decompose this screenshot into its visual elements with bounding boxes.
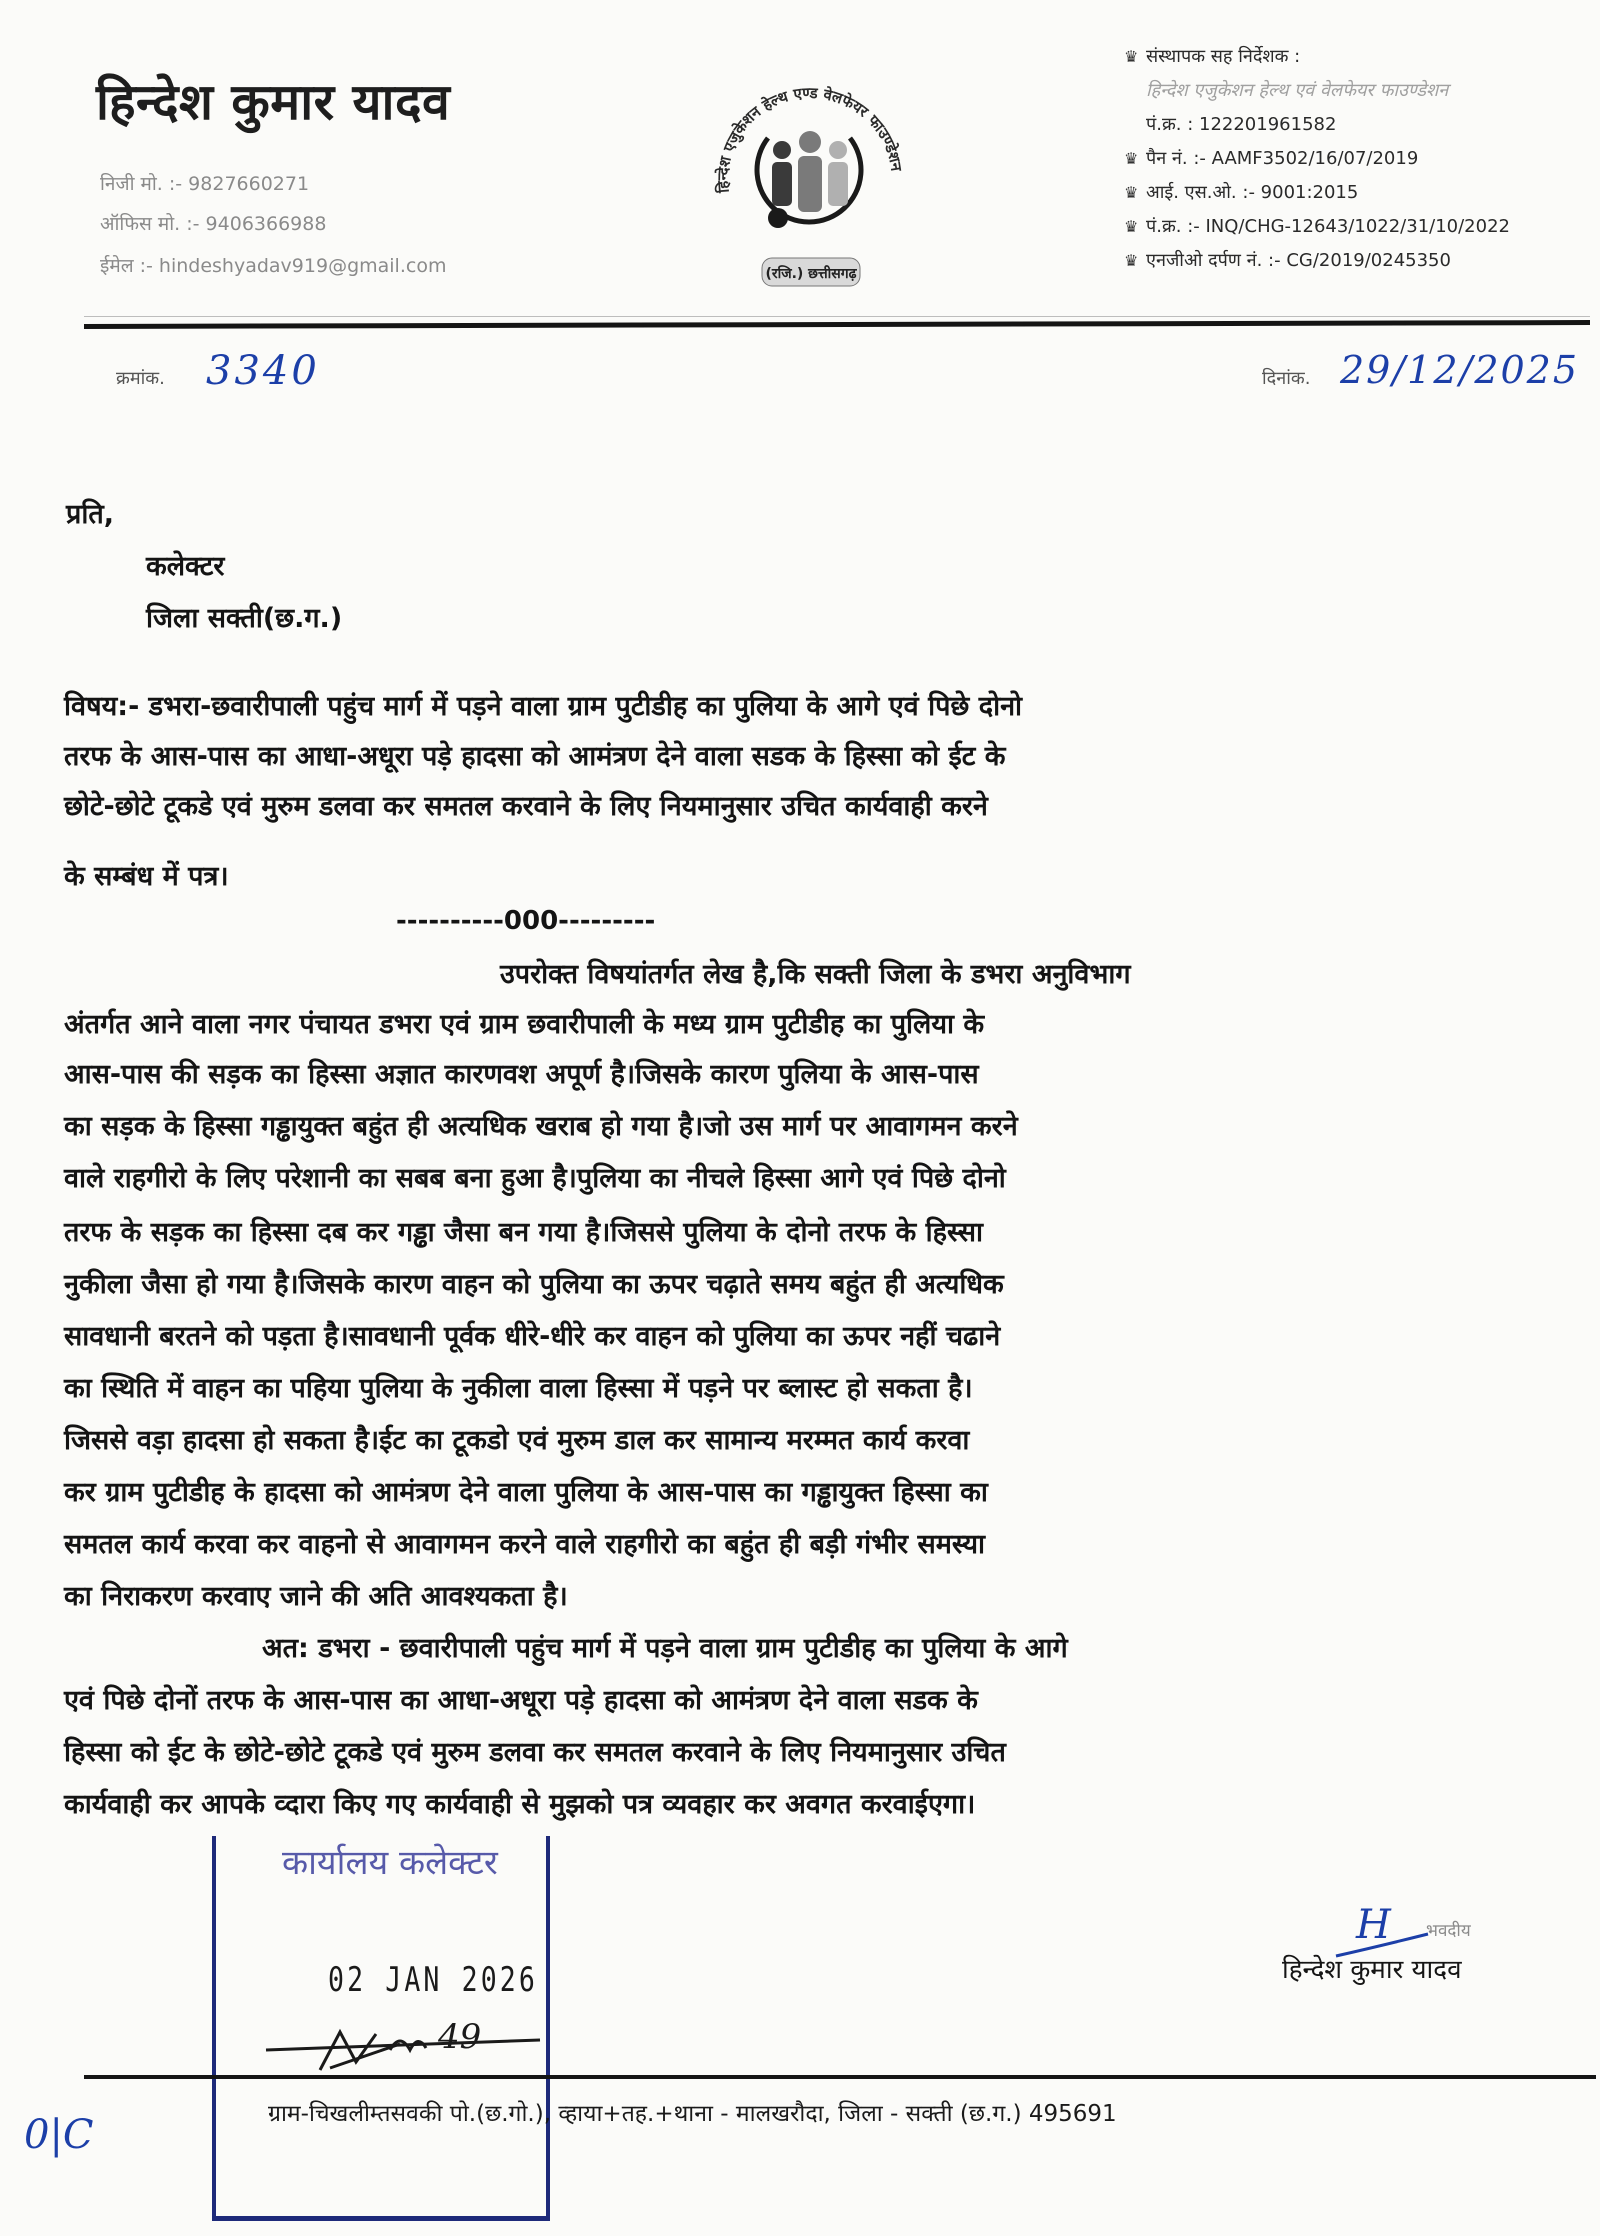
body-line: अंतर्गत आने वाला नगर पंचायत डभरा एवं ग्राम छवारीपाली के मध्य ग्राम पुटीडीह का पुलिया के: [64, 1009, 985, 1040]
subject-line: तरफ के आस-पास का आधा-अधूरा पड़े हादसा को आमंत्रण देने वाला सडक के हिस्सा को ईट के: [64, 741, 1006, 772]
iso-row: ♛ आई. एस.ओ. :- 9001:2015: [1124, 176, 1594, 210]
closing-regards: भवदीय: [1426, 1921, 1471, 1941]
stamp-office-name: कार्यालय कलेक्टर: [282, 1843, 498, 1883]
addressee-district: जिला सक्ती(छ.ग.): [146, 603, 343, 634]
email-address: ईमेल :- hindeshyadav919@gmail.com: [100, 255, 447, 277]
body-line: आस-पास की सड़क का हिस्सा अज्ञात कारणवश अपूर्ण है।जिसके कारण पुलिया के आस-पास: [64, 1059, 979, 1090]
foundation-logo: [700, 68, 920, 298]
logo-ring-text: हिन्देश एजुकेशन हेल्थ एण्ड वेलफेयर फाउण्डेशन: [713, 83, 906, 194]
request-line: कार्यवाही कर आपके व्दारा किए गए कार्यवाही से मुझको पत्र व्यवहार कर अवगत करवाईएगा।: [64, 1789, 976, 1820]
handwritten-margin-note: 0|C: [24, 2112, 94, 2158]
body-line: समतल कार्य करवा कर वाहनो से आवागमन करने वाले राहगीरो का बहुंत ही बड़ी गंभीर समस्या: [64, 1529, 986, 1560]
footer-address: ग्राम-चिखलीम्तसवकी पो.(छ.गो.), व्हाया+तह.+थाना - मालखरौदा, जिला - सक्ती (छ.ग.) 495691: [268, 2101, 1117, 2127]
stethoscope-head-icon: [768, 208, 788, 228]
body-line: का निराकरण करवाए जाने की अति आवश्यकता है।: [64, 1581, 568, 1612]
request-line: एवं पिछे दोनों तरफ के आस-पास का आधा-अधूरा पड़े हादसा को आमंत्रण देने वाला सडक के: [64, 1685, 978, 1716]
registration-number: पं.क्र. : 122201961582: [1146, 114, 1337, 135]
body-line: उपरोक्त विषयांतर्गत लेख है,कि सक्ती जिला के डभरा अनुविभाग: [500, 959, 1131, 990]
request-line: हिस्सा को ईट के छोटे-छोटे टूकडे एवं मुरुम डलवा कर समतल करवाने के लिए नियमानुसार उचित: [64, 1737, 1006, 1768]
subject-line: छोटे-छोटे टूकडे एवं मुरुम डलवा कर समतल करवाने के लिए नियमानुसार उचित कार्यवाही करने: [64, 791, 988, 822]
section-separator: ----------000---------: [396, 906, 656, 936]
registration-number-2-row: ♛ पं.क्र. :- INQ/CHG-12643/1022/31/10/2022: [1124, 210, 1594, 244]
subject-line: विषय:- डभरा-छवारीपाली पहुंच मार्ग में पड़ने वाला ग्राम पुटीडीह का पुलिया के आगे एवं पिछे दोनो: [64, 691, 1023, 722]
crown-bullet-icon: ♛: [1124, 149, 1139, 168]
letter-date: 29/12/2025: [1340, 348, 1580, 392]
body-line: वाले राहगीरो के लिए परेशानी का सबब बना हुआ है।पुलिया का नीचले हिस्सा आगे एवं पिछे दोनो: [64, 1163, 1006, 1194]
person-icon: [773, 141, 791, 159]
footer-divider: [84, 2075, 1596, 2079]
organization-name: हिन्देश एजुकेशन हेल्थ एवं वेलफेयर फाउण्डेशन: [1146, 80, 1449, 101]
stamp-date: 02 JAN 2026: [328, 1960, 538, 2000]
person-icon: [799, 131, 821, 153]
pan-number-row: ♛ पैन नं. :- AAMF3502/16/07/2019: [1124, 142, 1594, 176]
reference-number: 3340: [206, 348, 320, 394]
ngo-darpan-row: ♛ एनजीओ दर्पण नं. :- CG/2019/0245350: [1124, 244, 1594, 278]
body-line: का स्थिति में वाहन का पहिया पुलिया के नुकीला वाला हिस्सा में पड़ने पर ब्लास्ट हो सकता है।: [64, 1373, 973, 1404]
body-line: जिससे वड़ा हादसा हो सकता है।ईट का टूकडो एवं मुरुम डाल कर सामान्य मरम्मत कार्य करवा: [64, 1425, 970, 1456]
person-icon: [829, 141, 847, 159]
stamp-signature: [260, 2010, 550, 2080]
crown-bullet-icon: ♛: [1124, 217, 1139, 236]
crown-bullet-icon: ♛: [1124, 183, 1139, 202]
body-line: कर ग्राम पुटीडीह के हादसा को आमंत्रण देने वाला पुलिया के आस-पास का गड्ढायुक्त हिस्सा का: [64, 1477, 988, 1508]
body-line: का सड़क के हिस्सा गड्ढायुक्त बहुंत ही अत्यधिक खराब हो गया है।जो उस मार्ग पर आवागमन करने: [64, 1111, 1018, 1142]
signature-initial: H: [1356, 1902, 1391, 1948]
header-divider: [84, 320, 1590, 329]
body-line: नुकीला जैसा हो गया है।जिसके कारण वाहन को पुलिया का ऊपर चढ़ाते समय बहुंत ही अत्यधिक: [64, 1269, 1004, 1300]
body-line: तरफ के सड़क का हिस्सा दब कर गड्ढा जैसा बन गया है।जिससे पुलिया के दोनो तरफ के हिस्सा: [64, 1217, 983, 1248]
addressee-prefix: प्रति,: [66, 499, 115, 530]
header-divider-thin: [84, 316, 1590, 317]
date-label: दिनांक.: [1262, 368, 1311, 389]
crown-bullet-icon: ♛: [1124, 47, 1139, 66]
organization-details: [1124, 40, 1594, 278]
body-line: सावधानी बरतने को पड़ता है।सावधानी पूर्वक धीरे-धीरे कर वाहन को पुलिया का ऊपर नहीं चढाने: [64, 1321, 1001, 1352]
founder-title-row: ♛ संस्थापक सह निर्देशक :: [1124, 40, 1594, 74]
crown-bullet-icon: ♛: [1124, 251, 1139, 270]
addressee-designation: कलेक्टर: [146, 551, 225, 582]
subject-line: के सम्बंध में पत्र।: [64, 861, 229, 892]
logo-registration-text: (रजि.) छत्तीसगढ़: [765, 266, 857, 282]
office-mobile: ऑफिस मो. :- 9406366988: [100, 213, 327, 235]
request-line: अत: डभरा - छवारीपाली पहुंच मार्ग में पड़ने वाला ग्राम पुटीडीह का पुलिया के आगे: [262, 1633, 1068, 1664]
stamp-inward-number: 49: [438, 2017, 482, 2057]
personal-mobile: निजी मो. :- 9827660271: [100, 173, 310, 195]
reference-label: क्रमांक.: [116, 368, 165, 389]
letterhead-name: हिन्देश कुमार यादव: [96, 73, 451, 131]
signatory-name: हिन्देश कुमार यादव: [1282, 1955, 1462, 1985]
